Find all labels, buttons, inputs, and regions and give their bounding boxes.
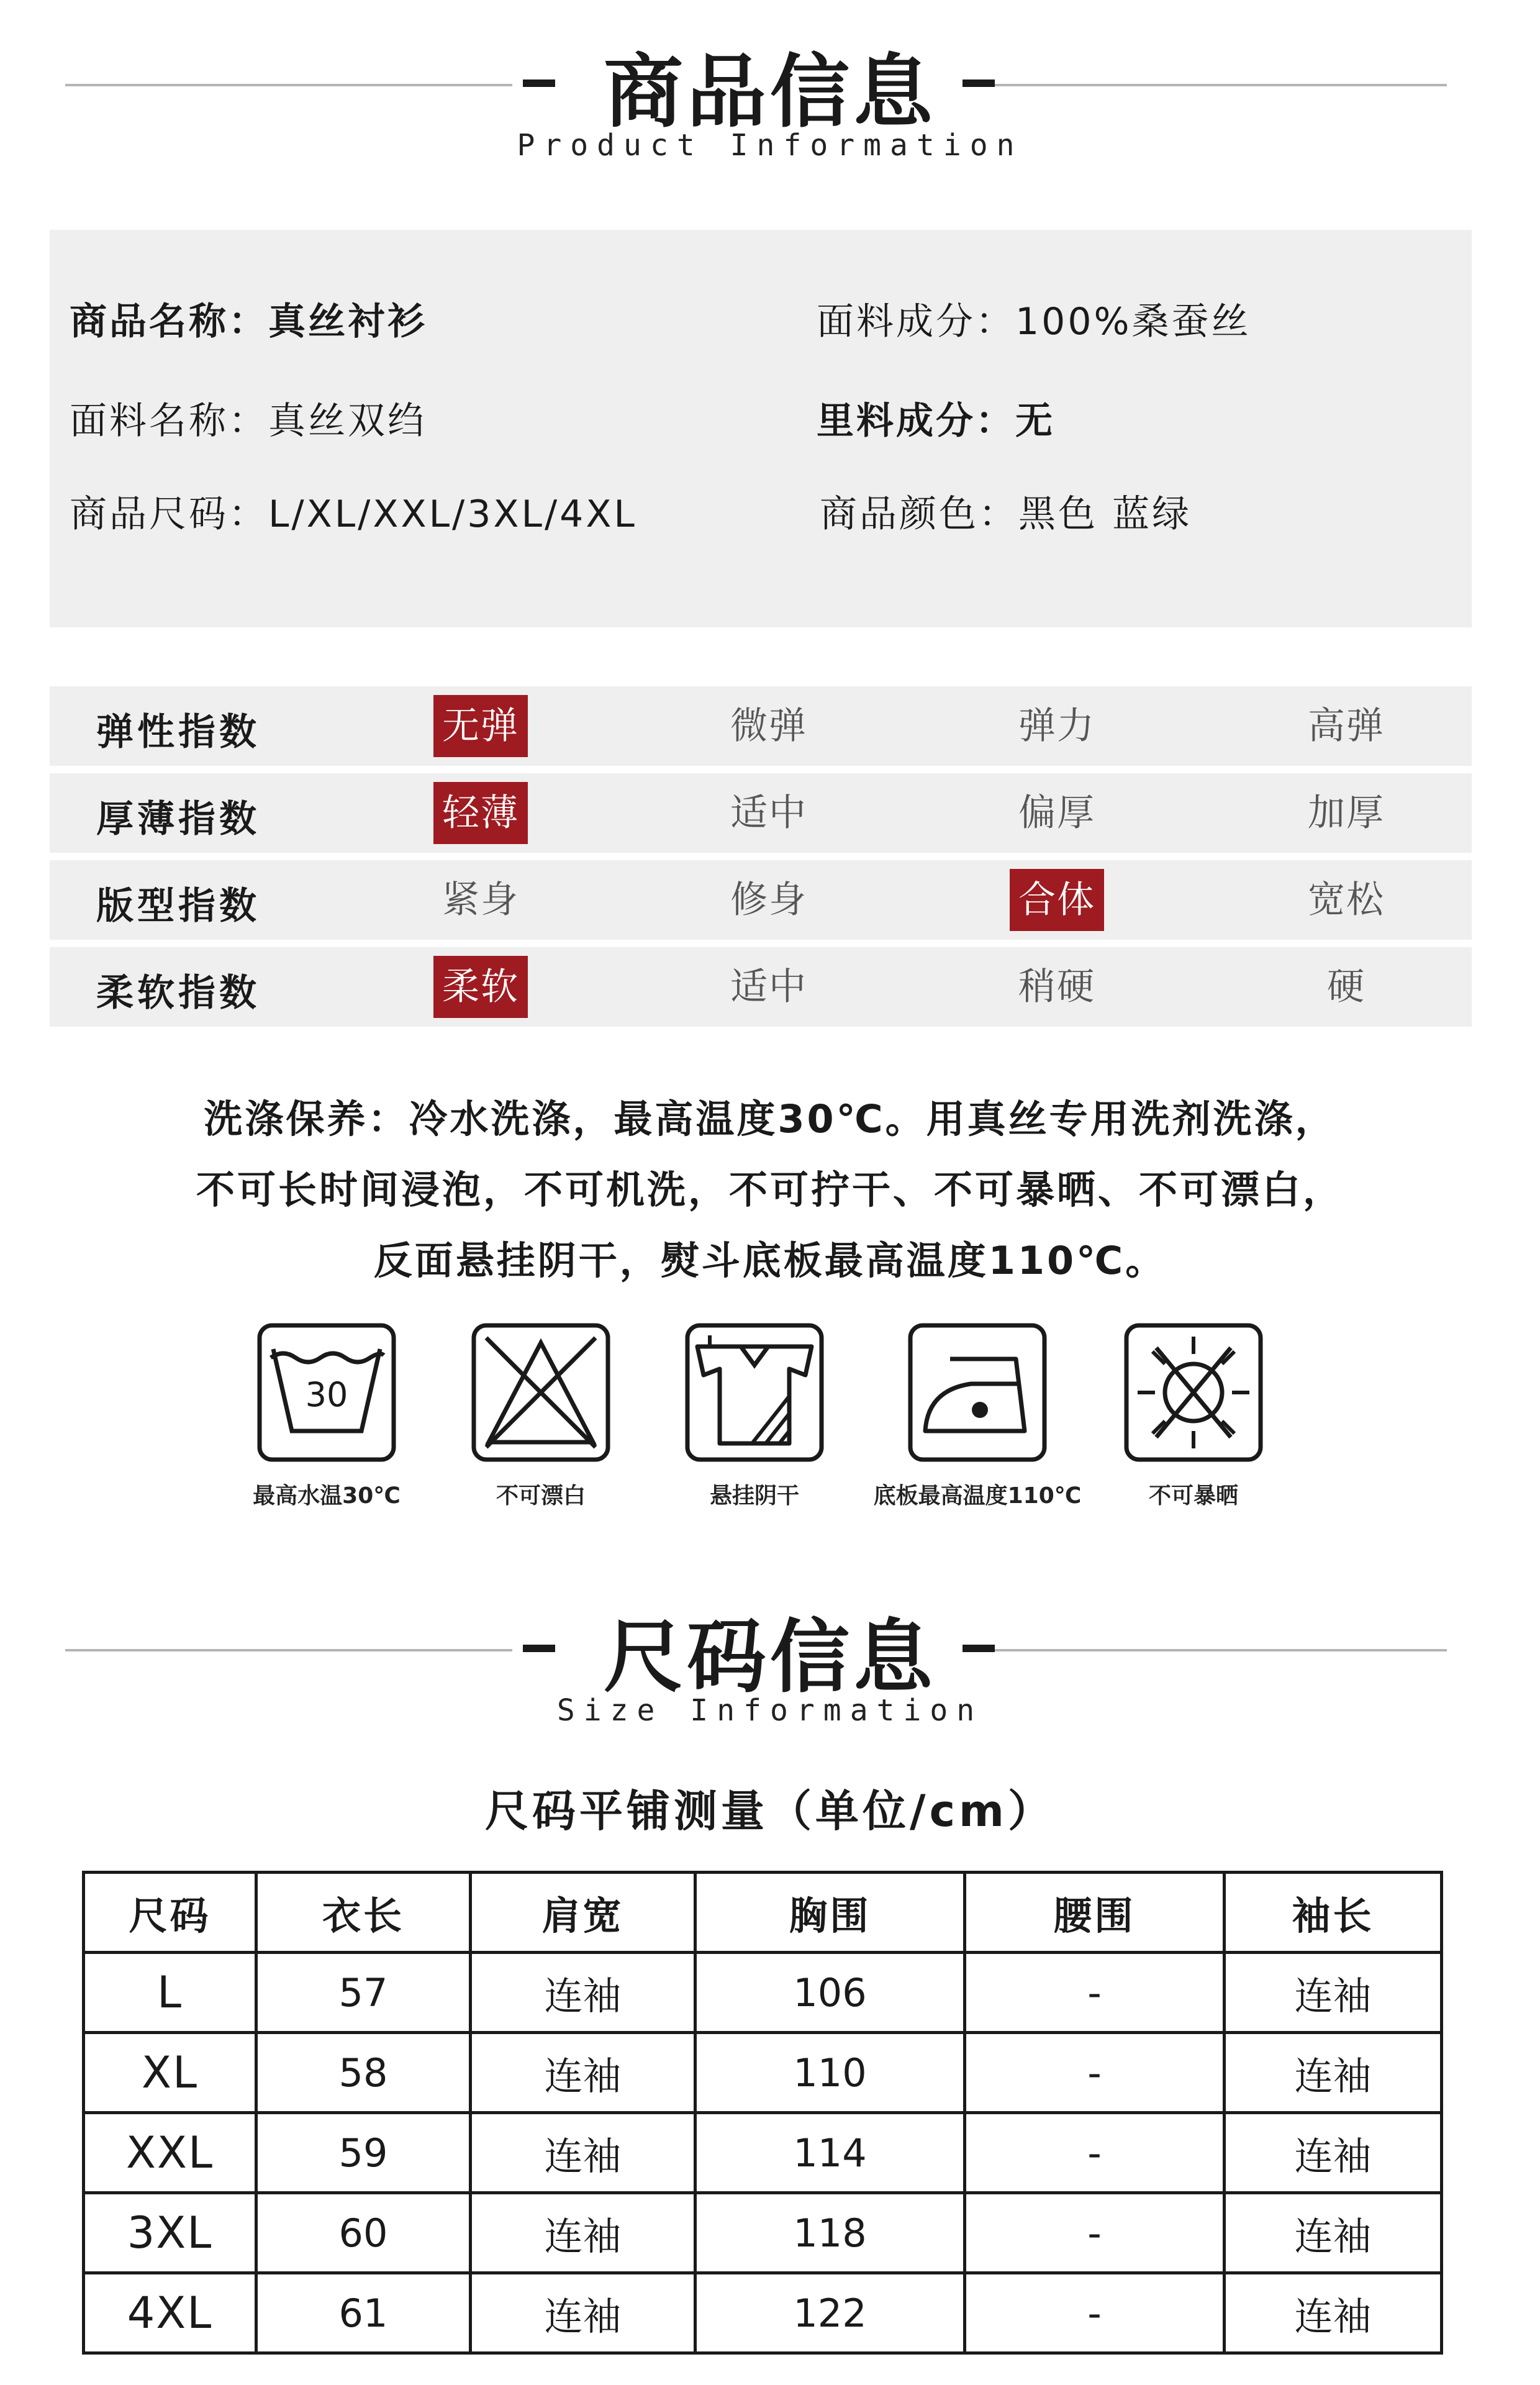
table-cell: 59 [256,2113,471,2193]
table-cell: 57 [256,1953,471,2033]
index-option: 弹力 [1018,704,1095,748]
column-header: 胸围 [695,1873,965,1953]
table-cell: 连袖 [471,1953,695,2033]
size-table [82,1871,1443,2355]
index-row [50,773,1472,853]
table-cell: 连袖 [471,2033,695,2113]
info-fabric-name [70,391,427,445]
table-cell: 连袖 [1225,2273,1442,2353]
wash-temp-text: 30 [305,1375,348,1414]
table-cell: - [965,2273,1225,2353]
info-value: 真丝衬衫 [268,300,427,343]
index-option: 无弹 [433,695,528,757]
index-option: 轻薄 [433,782,528,844]
info-label: 面料成分： [817,300,1015,343]
care-caption: 不可暴晒 [1148,1483,1238,1509]
size-info-header [0,1565,1540,1751]
table-cell: - [965,2113,1225,2193]
table-row [84,2033,1442,2113]
index-option: 加厚 [1308,791,1385,835]
product-info-subtitle: Product Information [517,128,1023,163]
no-sun-icon [1123,1322,1264,1463]
index-row [50,947,1472,1027]
table-cell: 61 [256,2273,471,2353]
table-cell: 连袖 [1225,1953,1442,2033]
care-instructions-line-1: 洗涤保养：冷水洗涤，最高温度30℃。用真丝专用洗剂洗涤， [204,1096,1336,1142]
size-cell: XXL [84,2113,256,2193]
table-cell: - [965,2033,1225,2113]
index-option: 柔软 [433,956,528,1018]
table-header-row [84,1873,1442,1953]
info-value: L/XL/XXL/3XL/4XL [268,493,637,536]
product-info-panel [50,230,1472,627]
care-caption: 悬挂阴干 [709,1483,799,1509]
info-sizes [70,484,637,538]
size-cell: XL [84,2033,256,2113]
info-product-name [70,292,427,345]
info-colors [820,484,1192,538]
column-header: 肩宽 [471,1873,695,1953]
wash-30-icon [256,1322,397,1463]
index-option: 适中 [730,791,807,835]
index-label: 版型指数 [96,884,260,928]
size-info-subtitle: Size Information [556,1693,984,1728]
index-option: 稍硬 [1018,965,1095,1009]
table-cell: 110 [695,2033,965,2113]
table-cell: 连袖 [471,2193,695,2273]
product-info-title: 商品信息 [603,46,936,139]
index-option: 紧身 [442,878,519,922]
size-cell: L [84,1953,256,2033]
table-cell: 122 [695,2273,965,2353]
hang-dry-shade-icon [684,1322,825,1463]
table-cell: 58 [256,2033,471,2113]
info-label: 商品尺码： [70,493,268,536]
info-lining [817,391,1055,445]
table-cell: 60 [256,2193,471,2273]
index-label: 弹性指数 [96,711,260,754]
column-header: 腰围 [965,1873,1225,1953]
table-cell: 114 [695,2113,965,2193]
index-label: 柔软指数 [96,971,260,1015]
size-cell: 3XL [84,2193,256,2273]
column-header: 袖长 [1225,1873,1442,1953]
table-cell: - [965,2193,1225,2273]
info-value: 无 [1015,399,1055,443]
table-cell: 连袖 [471,2273,695,2353]
info-fabric-composition [817,292,1251,345]
info-value: 黑色 蓝绿 [1018,493,1192,536]
table-cell: 连袖 [1225,2113,1442,2193]
index-option: 合体 [1010,869,1104,931]
care-caption: 最高水温30℃ [253,1483,401,1509]
care-caption: 底板最高温度110℃ [873,1483,1082,1509]
table-cell: 118 [695,2193,965,2273]
table-row [84,2193,1442,2273]
table-row [84,1953,1442,2033]
index-row [50,686,1472,766]
info-value: 真丝双绉 [268,399,427,443]
table-cell: 连袖 [1225,2033,1442,2113]
info-label: 面料名称： [70,399,268,443]
no-bleach-icon [470,1322,612,1463]
info-label: 商品名称： [70,300,268,343]
index-option: 微弹 [730,704,807,748]
info-label: 商品颜色： [820,493,1018,536]
size-info-title: 尺码信息 [603,1611,936,1704]
table-cell: 106 [695,1953,965,2033]
size-table-title: 尺码平铺测量（单位/cm） [485,1786,1055,1837]
column-header: 衣长 [256,1873,471,1953]
column-header: 尺码 [84,1873,256,1953]
index-option: 高弹 [1308,704,1385,748]
table-row [84,2273,1442,2353]
info-label: 里料成分： [817,399,1015,443]
iron-low-icon [907,1322,1048,1463]
table-row [84,2113,1442,2193]
size-cell: 4XL [84,2273,256,2353]
index-option: 偏厚 [1018,791,1095,835]
table-cell: 连袖 [471,2113,695,2193]
care-caption: 不可漂白 [496,1483,586,1509]
care-instructions-line-3: 反面悬挂阴干，熨斗底板最高温度110℃。 [373,1238,1167,1283]
index-row [50,860,1472,940]
index-option: 适中 [730,965,807,1009]
index-option: 硬 [1327,965,1366,1009]
table-cell: - [965,1953,1225,2033]
care-instructions-line-2: 不可长时间浸泡，不可机洗，不可拧干、不可暴晒、不可漂白， [196,1167,1344,1212]
index-label: 厚薄指数 [96,797,260,841]
index-option: 修身 [730,878,807,922]
product-info-header [0,0,1540,186]
table-cell: 连袖 [1225,2193,1442,2273]
index-option: 宽松 [1308,878,1385,922]
info-value: 100%桑蚕丝 [1015,300,1251,343]
